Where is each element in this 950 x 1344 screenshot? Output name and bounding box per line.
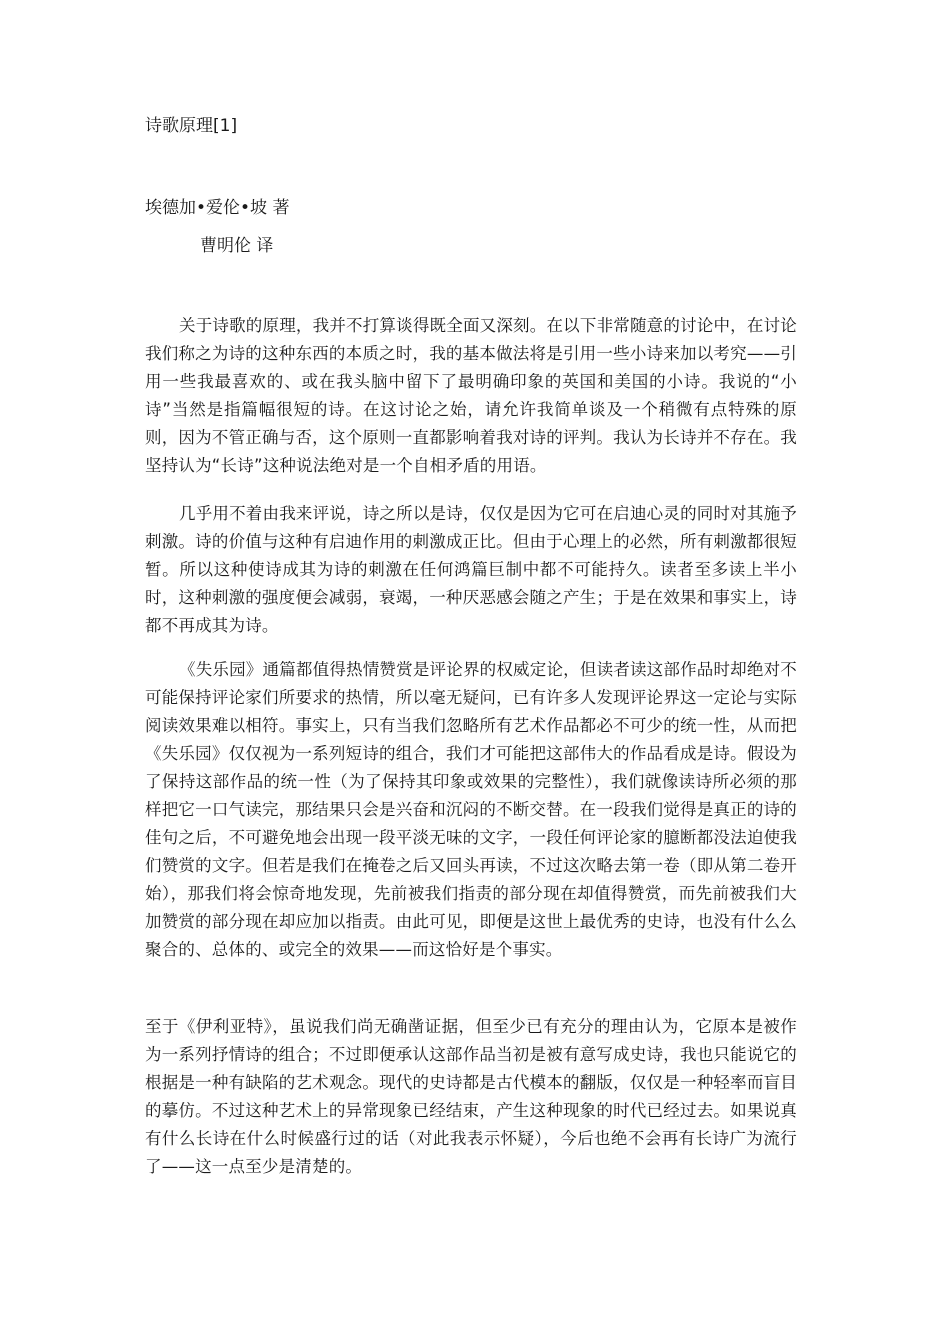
paragraph-4: 至于《伊利亚特》，虽说我们尚无确凿证据，但至少已有充分的理由认为，它原本是被作为一系列抒情诗的组合；不过即便承认这部作品当初是被有意写成史诗，我也只能说它的根据是一种有缺陷的艺术观念。现代的史诗都是古代模本的翻版，仅仅是一种轻率而盲目的摹仿。不过这种艺术上的异常现象已经结束，产生这种现象的时代已经过去。如果说真有什么长诗在什么时候盛行过的话（对此我表示怀疑），今后也绝不会再有长诗广为流行了——这一点至少是清楚的。 <box>145 1017 797 1176</box>
document-title: 诗歌原理[1] <box>145 116 238 136</box>
translator-line: 曹明伦 译 <box>200 236 274 256</box>
paragraph-2: 几乎用不着由我来评说，诗之所以是诗，仅仅是因为它可在启迪心灵的同时对其施予刺激。诗的价值与这种有启迪作用的刺激成正比。但由于心理上的必然，所有刺激都很短暂。所以这种使诗成其为诗的刺激在任何鸿篇巨制中都不可能持久。读者至多读上半小时，这种刺激的强度便会减弱，衰竭，一种厌恶感会随之产生；于是在效果和事实上，诗都不再成其为诗。 <box>145 504 797 635</box>
author-line: 埃德加•爱伦•坡 著 <box>145 198 290 218</box>
paragraph-3: 《失乐园》通篇都值得热情赞赏是评论界的权威定论，但读者读这部作品时却绝对不可能保持评论家们所要求的热情，所以毫无疑问，已有许多人发现评论界这一定论与实际阅读效果难以相符。事实上，只有当我们忽略所有艺术作品都必不可少的统一性，从而把《失乐园》仅仅视为一系列短诗的组合，我们才可能把这部伟大的作品看成是诗。假设为了保持这部作品的统一性（为了保持其印象或效果的完整性），我们就像读诗所必须的那样把它一口气读完，那结果只会是兴奋和沉闷的不断交替。在一段我们觉得是真正的诗的佳句之后，不可避免地会出现一段平淡无味的文字，一段任何评论家的臆断都没法迫使我们赞赏的文字。但若是我们在掩卷之后又回头再读，不过这次略去第一卷（即从第二卷开始），那我们将会惊奇地发现，先前被我们指责的部分现在却值得赞赏，而先前被我们大加赞赏的部分现在却应加以指责。由此可见，即便是这世上最优秀的史诗，也没有什么么聚合的、总体的、或完全的效果——而这恰好是个事实。 <box>145 660 797 959</box>
paragraph-1: 关于诗歌的原理，我并不打算谈得既全面又深刻。在以下非常随意的讨论中，在讨论我们称之为诗的这种东西的本质之时，我的基本做法将是引用一些小诗来加以考究——引用一些我最喜欢的、或在我头脑中留下了最明确印象的英国和美国的小诗。我说的“小诗”当然是指篇幅很短的诗。在这讨论之始，请允许我简单谈及一个稍微有点特殊的原则，因为不管正确与否，这个原则一直都影响着我对诗的评判。我认为长诗并不存在。我坚持认为“长诗”这种说法绝对是一个自相矛盾的用语。 <box>145 316 797 475</box>
